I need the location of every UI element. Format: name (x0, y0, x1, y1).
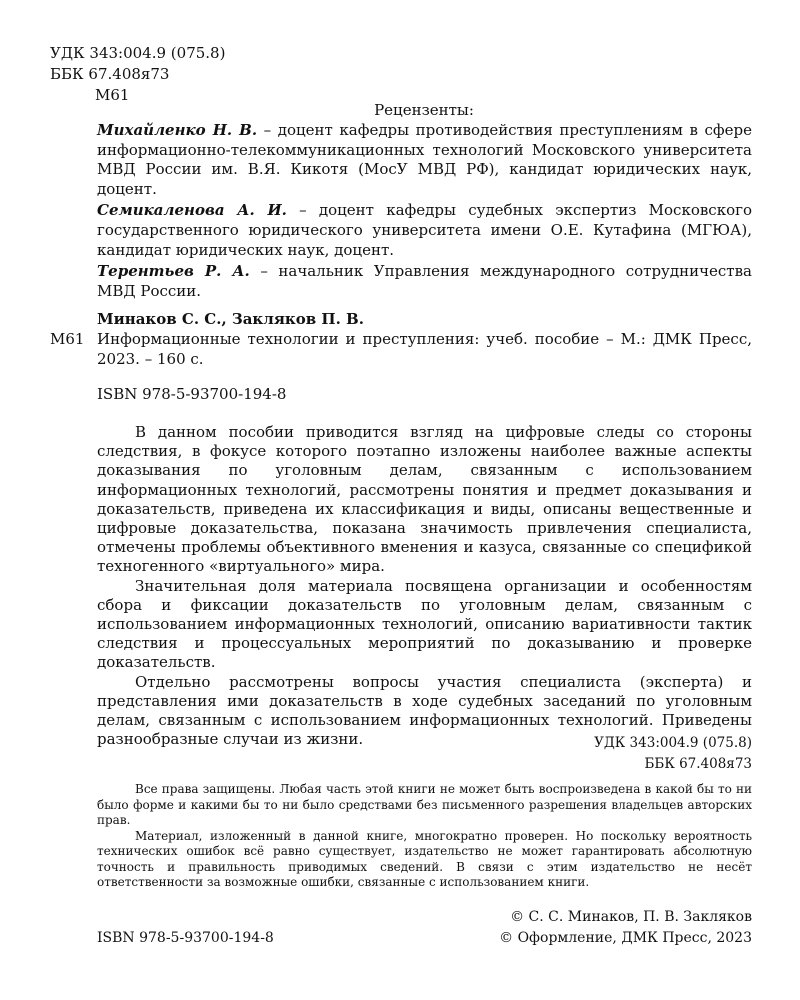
rights-paragraph: Материал, изложенный в данной книге, многократно проверен. Но поскольку вероятность технических ошибок всё равно существует, издательство не может гарантировать абсолютную точность и правильность приводимых сведений. В связи с этим издательство не несёт ответственности за возможные ошибки, связанные с использованием книги. (97, 828, 752, 889)
copyright-design: © Оформление, ДМК Пресс, 2023 (499, 930, 752, 946)
author-code: М61 (95, 86, 130, 104)
reviewers-title: Рецензенты: (374, 101, 474, 119)
book-authors: Минаков С. С., Закляков П. В. (97, 310, 364, 328)
abstract-paragraph: Значительная доля материала посвящена организации и особенностям сбора и фиксации доказательств по уголовным делам, связанным с использованием информационных технологий, описанию вариативности тактик следствия и процессуальных мероприятий по доказыванию и проверке доказательств. (97, 576, 752, 672)
reviewers-list (97, 121, 752, 303)
reviewer-description: – доцент кафедры противодействия преступлениям в сфере информационно-телекоммуникационных технологий Московского университета МВД России им. В.Я. Кикотя (МосУ МВД РФ), кандидат юридических наук, доцент. (97, 121, 753, 198)
copyright-block (499, 907, 752, 949)
reviewer-item (97, 201, 752, 260)
rights-notice (97, 782, 752, 891)
reviewer-name: Терентьев Р. А. (97, 262, 250, 281)
bbk-code: ББК 67.408я73 (50, 65, 170, 83)
reviewer-item (97, 262, 752, 301)
reviewer-description: – доцент кафедры судебных экспертиз Московского государственного юридического университета имени О.Е. Кутафина (МГЮА), кандидат юридических наук, доцент. (97, 201, 752, 259)
isbn: ISBN 978-5-93700-194-8 (97, 385, 287, 403)
classification-codes (50, 43, 225, 106)
book-abstract (97, 423, 752, 749)
isbn-footer: ISBN 978-5-93700-194-8 (97, 930, 274, 946)
reviewer-name: Михайленко Н. В. (97, 121, 258, 139)
udk-code: УДК 343:004.9 (075.8) (50, 44, 226, 62)
abstract-paragraph: В данном пособии приводится взгляд на цифровые следы со стороны следствия, в фокусе которого поэтапно изложены наиболее важные аспекты доказывания по уголовным делам, связанным с использованием информационных технологий, рассмотрены понятия и предмет доказывания и доказательств, приведена их классификация и виды, описаны вещественные и цифровые доказательства, показана значимость привлечения специалиста, отмечены проблемы объективного вменения и казуса, связанные со спецификой техногенного «виртуального» мира. (97, 423, 752, 576)
reviewer-item (97, 121, 752, 199)
copyright-authors: © С. С. Минаков, П. В. Закляков (510, 909, 752, 925)
bibliographic-description: Информационные технологии и преступления: учеб. пособие – М.: ДМК Пресс, 2023. – 160 с. (97, 330, 752, 368)
rights-paragraph: Все права защищены. Любая часть этой книги не может быть воспроизведена в какой бы то ни было форме и какими бы то ни было средствами без письменного разрешения владельцев авторских прав. (97, 782, 752, 827)
abstract-paragraph: Отдельно рассмотрены вопросы участия специалиста (эксперта) и представления ими доказательств в ходе судебных заседаний по уголовным делам, связанным с использованием информационных технологий. Приведены разнообразные случаи из жизни. (97, 672, 752, 749)
reviewer-description: – начальник Управления международного сотрудничества МВД России. (97, 262, 752, 300)
bbk-code: ББК 67.408я73 (644, 756, 752, 772)
bibliography-code: М61 (50, 330, 85, 348)
udk-code: УДК 343:004.9 (075.8) (594, 735, 752, 751)
reviewer-name: Семикаленова А. И. (97, 201, 287, 220)
classification-codes-right (594, 733, 752, 775)
